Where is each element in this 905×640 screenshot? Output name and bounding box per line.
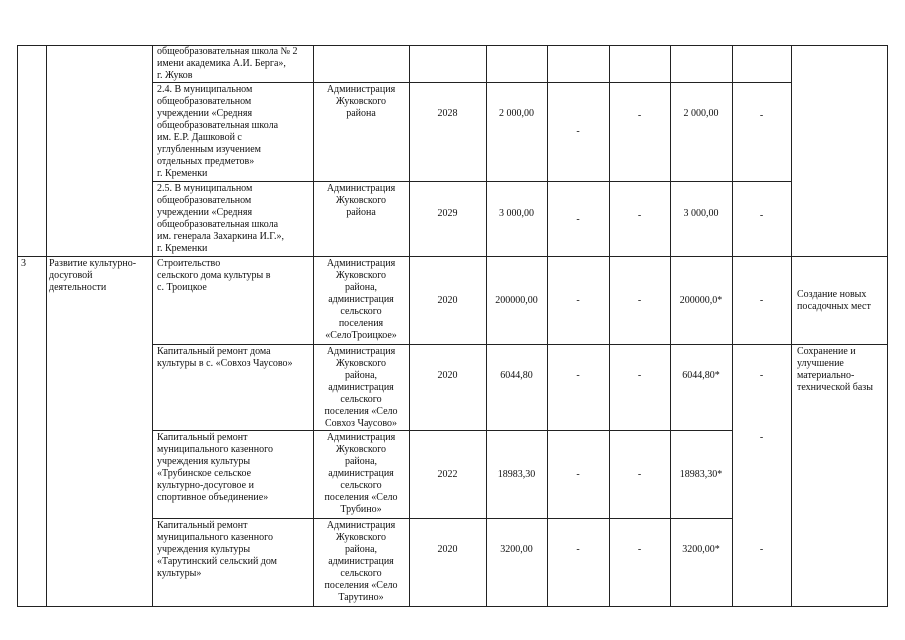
federal-cell: - — [576, 469, 580, 480]
municipal-cell: 2 000,00 — [683, 108, 719, 119]
table-border — [670, 45, 671, 607]
table-border — [732, 45, 733, 607]
year-cell: 2022 — [437, 469, 458, 480]
total-cell: 3 000,00 — [499, 208, 534, 219]
municipal-cell: 18983,30* — [679, 469, 723, 480]
total-cell: 18983,30 — [497, 469, 536, 480]
object-cell: Капитальный ремонт муниципального казенного учреждения культуры «Трубинское сельское культурно-досуговое и спортивное объединение» — [157, 432, 273, 503]
object-cell: 2.4. В муниципальном общеобразовательном учреждении «Средняя общеобразовательная школа им. Е.Р. Дашковой с углубленным изучением отдельных предметов» г. Кременки — [157, 84, 279, 179]
regional-cell: - — [637, 210, 642, 221]
federal-cell: - — [576, 126, 580, 137]
other-cell: - — [759, 110, 764, 121]
table-border — [486, 45, 487, 607]
object-cell: Капитальный ремонт дома культуры в с. «Совхоз Чаусово» — [157, 346, 293, 369]
regional-cell: - — [637, 544, 642, 555]
table-border — [887, 45, 888, 607]
object-cell: Строительство сельского дома культуры в с. Троицкое — [157, 258, 271, 293]
executor-cell: Администрация Жуковского района — [326, 183, 396, 218]
table-border — [17, 256, 888, 257]
table-border — [409, 45, 410, 607]
other-cell: - — [759, 210, 764, 221]
total-cell: 3200,00 — [500, 544, 533, 555]
total-cell: 2 000,00 — [499, 108, 534, 119]
municipal-cell: 6044,80* — [682, 370, 720, 381]
executor-cell: Администрация Жуковского района, администрация сельского поселения «Село Тарутино» — [324, 520, 398, 603]
executor-cell: Администрация Жуковского района — [326, 84, 396, 119]
other-cell: - — [759, 295, 764, 306]
year-cell: 2020 — [437, 370, 458, 381]
federal-cell: - — [576, 214, 580, 225]
object-cell: общеобразовательная школа № 2 имени академика А.И. Берга», г. Жуков — [157, 46, 298, 81]
table-border — [152, 518, 732, 519]
result-cell: Сохранение и улучшение материально- технической базы — [797, 346, 873, 393]
year-cell: 2020 — [437, 295, 458, 306]
other-cell: - — [759, 370, 764, 381]
object-cell: Капитальный ремонт муниципального казенного учреждения культуры «Тарутинский сельский дом культуры» — [157, 520, 278, 579]
table-border — [791, 344, 888, 345]
other-cell: - — [759, 432, 764, 443]
total-cell: 200000,00 — [495, 295, 538, 306]
table-border — [17, 45, 888, 46]
municipal-cell: 200000,0* — [679, 295, 723, 306]
table-border — [46, 45, 47, 607]
federal-cell: - — [576, 295, 580, 306]
row-number: 3 — [21, 258, 26, 269]
result-cell: Создание новых посадочных мест — [797, 289, 871, 312]
regional-cell: - — [637, 469, 642, 480]
year-cell: 2028 — [437, 108, 458, 119]
year-cell: 2029 — [437, 208, 458, 219]
federal-cell: - — [576, 544, 580, 555]
regional-cell: - — [637, 295, 642, 306]
table-border — [152, 82, 792, 83]
table-border — [152, 430, 732, 431]
federal-cell: - — [576, 370, 580, 381]
other-cell: - — [759, 544, 764, 555]
direction-cell: Развитие культурно- досуговой деятельности — [49, 258, 137, 293]
executor-cell: Администрация Жуковского района, администрация сельского поселения «Село Трубино» — [324, 432, 398, 515]
table-border — [17, 606, 888, 607]
executor-cell: Администрация Жуковского района, администрация сельского поселения «СелоТроицкое» — [325, 258, 397, 341]
table-border — [152, 45, 153, 607]
table-border — [17, 45, 18, 607]
table-border — [152, 344, 792, 345]
table-border — [609, 45, 610, 607]
object-cell: 2.5. В муниципальном общеобразовательном учреждении «Средняя общеобразовательная школа им. генерала Захаркина И.Г.», г. Кременки — [157, 183, 284, 254]
executor-cell: Администрация Жуковского района, администрация сельского поселения «Село Совхоз Чаусово» — [324, 346, 398, 429]
year-cell: 2020 — [437, 544, 458, 555]
municipal-cell: 3 000,00 — [683, 208, 719, 219]
table-border — [152, 181, 792, 182]
total-cell: 6044,80 — [500, 370, 533, 381]
regional-cell: - — [637, 110, 642, 121]
table-border — [791, 45, 792, 607]
regional-cell: - — [637, 370, 642, 381]
municipal-cell: 3200,00* — [682, 544, 720, 555]
